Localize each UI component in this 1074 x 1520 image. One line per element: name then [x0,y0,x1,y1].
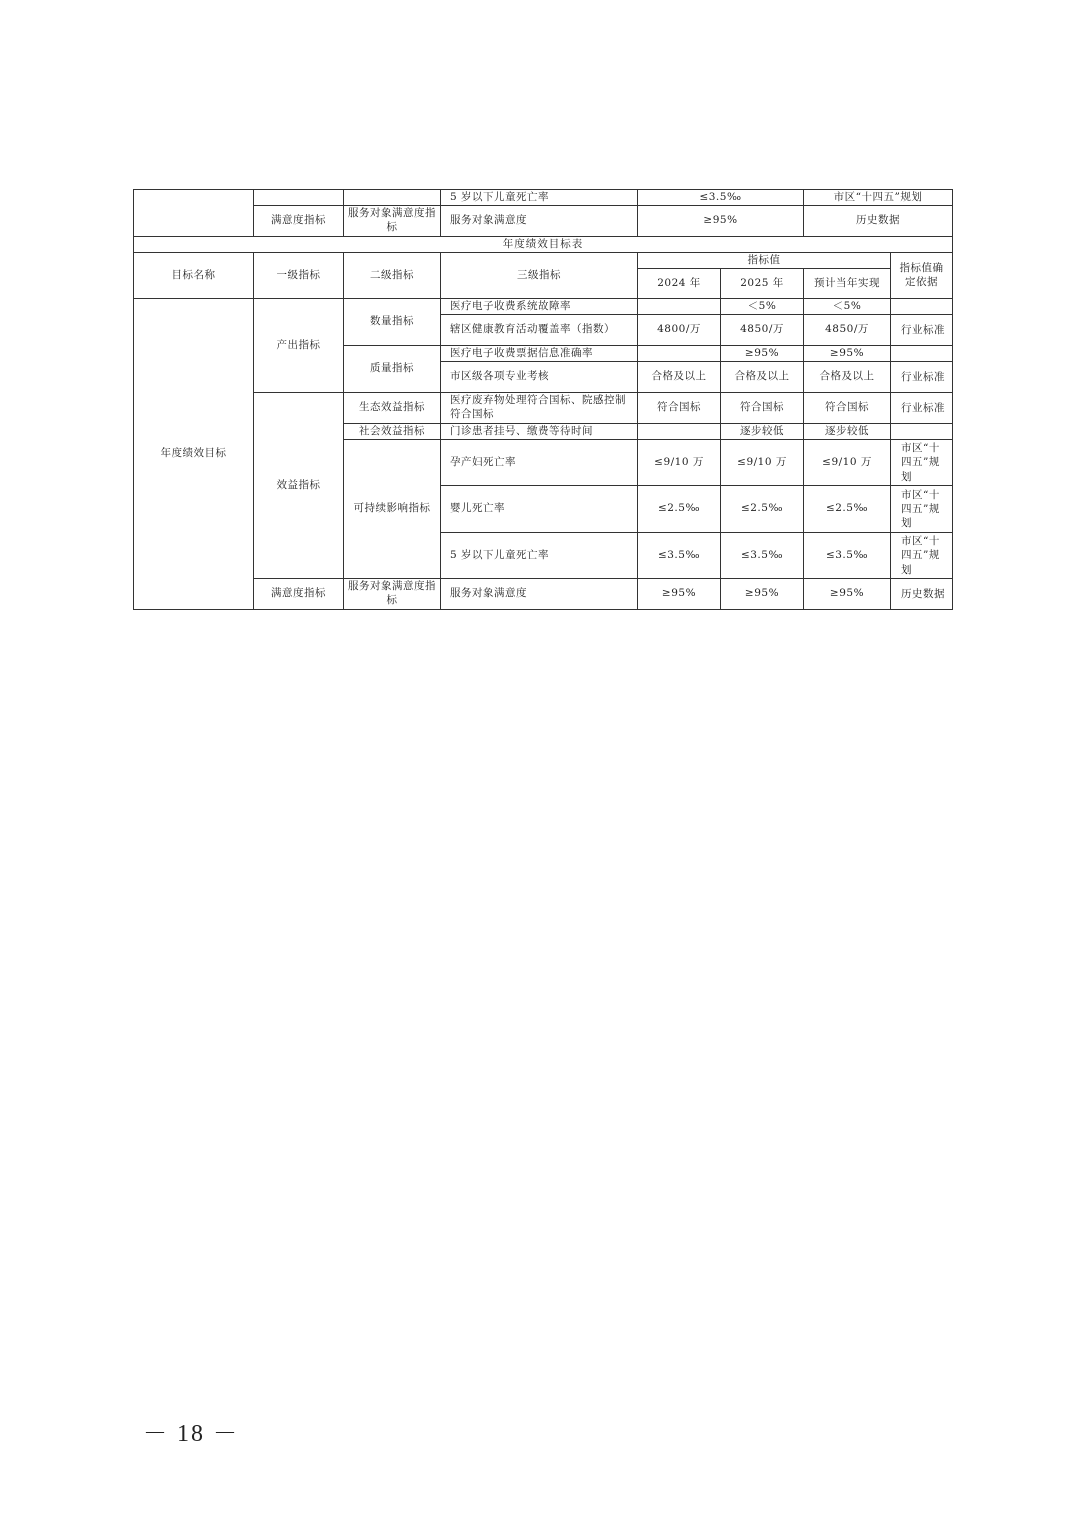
value-cell: ≥95% [638,206,804,237]
value-2024 [638,299,721,315]
level2-cell: 生态效益指标 [344,393,441,424]
level1-cell: 满意度指标 [254,579,344,610]
value-2024: 符合国标 [638,393,721,424]
value-2025: ≥95% [721,579,804,610]
value-expected: ≤2.5‰ [804,486,891,533]
value-expected: 逐步较低 [804,424,891,440]
value-2025: ≤2.5‰ [721,486,804,533]
basis-cell: 市区“十四五”规划 [804,190,953,206]
header-2025: 2025 年 [721,269,804,299]
level3-cell: 5 岁以下儿童死亡率 [441,190,638,206]
table-row [134,190,953,206]
basis-cell [891,424,953,440]
level2-cell: 服务对象满意度指标 [344,206,441,237]
indicator-name: 服务对象满意度 [441,579,638,610]
header-basis: 指标值确定依据 [891,253,953,299]
header-level2: 二级指标 [344,253,441,299]
indicator-name: 医疗电子收费系统故障率 [441,299,638,315]
value-expected: ≤9/10 万 [804,440,891,486]
table-row [134,206,953,237]
level1-cell: 满意度指标 [254,206,344,237]
value-expected: 4850/万 [804,315,891,346]
indicator-name: 医疗废弃物处理符合国标、院感控制符合国标 [441,393,638,424]
table-row [134,299,953,315]
value-expected: 合格及以上 [804,362,891,393]
level3-cell: 服务对象满意度 [441,206,638,237]
indicator-name: 市区级各项专业考核 [441,362,638,393]
value-2024: 合格及以上 [638,362,721,393]
indicator-name: 婴儿死亡率 [441,486,638,533]
header-level1: 一级指标 [254,253,344,299]
indicator-name: 辖区健康教育活动覆盖率（指数） [441,315,638,346]
table-title-row [134,237,953,253]
table-cell [254,190,344,206]
table-cell [344,190,441,206]
value-expected: ＜5% [804,299,891,315]
table-title: 年度绩效目标表 [134,237,953,253]
basis-cell: 历史数据 [804,206,953,237]
header-expected: 预计当年实现 [804,269,891,299]
value-2025: 逐步较低 [721,424,804,440]
goal-name-cell: 年度绩效目标 [134,299,254,610]
value-2024: ≤2.5‰ [638,486,721,533]
basis-cell: 市区“十四五”规划 [891,440,953,486]
value-expected: 符合国标 [804,393,891,424]
value-2024 [638,346,721,362]
table-row [134,393,953,424]
basis-cell [891,299,953,315]
value-2025: ＜5% [721,299,804,315]
value-2024: ≤3.5‰ [638,533,721,579]
basis-cell: 行业标准 [891,362,953,393]
basis-cell: 市区“十四五”规划 [891,486,953,533]
indicator-name: 医疗电子收费票据信息准确率 [441,346,638,362]
level1-cell: 效益指标 [254,393,344,579]
basis-cell: 行业标准 [891,393,953,424]
basis-cell [891,346,953,362]
level2-cell: 社会效益指标 [344,424,441,440]
value-2025: 4850/万 [721,315,804,346]
value-2024 [638,424,721,440]
value-2024: ≥95% [638,579,721,610]
indicator-name: 孕产妇死亡率 [441,440,638,486]
header-2024: 2024 年 [638,269,721,299]
value-cell: ≤3.5‰ [638,190,804,206]
basis-cell: 市区“十四五”规划 [891,533,953,579]
value-2024: 4800/万 [638,315,721,346]
indicator-name: 5 岁以下儿童死亡率 [441,533,638,579]
page-number: － 18 － [143,1421,239,1447]
header-indicator-value: 指标值 [638,253,891,269]
value-expected: ≥95% [804,346,891,362]
header-level3: 三级指标 [441,253,638,299]
header-goal-name: 目标名称 [134,253,254,299]
level2-cell: 数量指标 [344,299,441,346]
header-row [134,253,953,269]
level2-cell: 服务对象满意度指标 [344,579,441,610]
value-2025: 合格及以上 [721,362,804,393]
value-expected: ≤3.5‰ [804,533,891,579]
value-2024: ≤9/10 万 [638,440,721,486]
table-row [134,579,953,610]
value-expected: ≥95% [804,579,891,610]
value-2025: ≤9/10 万 [721,440,804,486]
value-2025: 符合国标 [721,393,804,424]
value-2025: ≥95% [721,346,804,362]
indicator-name: 门诊患者挂号、缴费等待时间 [441,424,638,440]
table-cell [134,190,254,237]
level2-cell: 可持续影响指标 [344,440,441,579]
basis-cell: 行业标准 [891,315,953,346]
level2-cell: 质量指标 [344,346,441,393]
performance-goal-table [133,189,953,610]
value-2025: ≤3.5‰ [721,533,804,579]
basis-cell: 历史数据 [891,579,953,610]
level1-cell: 产出指标 [254,299,344,393]
